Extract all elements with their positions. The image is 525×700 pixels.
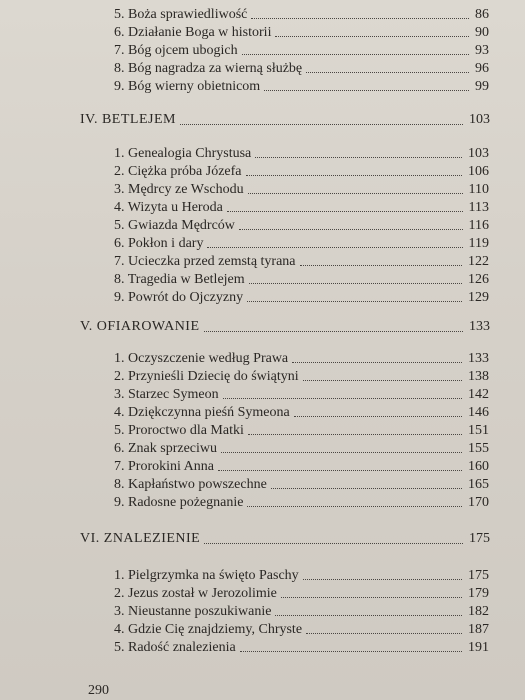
entry-page-number: 187	[468, 622, 489, 637]
entry-title: 1. Genealogia Chrystusa	[114, 146, 252, 161]
section-title: VI. ZNALEZIENIE	[80, 531, 201, 546]
section-heading	[80, 318, 490, 336]
entry-page-number: 96	[475, 61, 489, 76]
entry-page-number: 119	[468, 236, 489, 251]
dot-leader	[292, 362, 462, 363]
dot-leader	[180, 124, 463, 125]
entry-page-number: 116	[468, 218, 489, 233]
entry-page-number: 179	[468, 586, 489, 601]
dot-leader	[306, 633, 462, 634]
entry-title: 5. Gwiazda Mędrców	[114, 218, 235, 233]
toc-entry	[114, 218, 489, 234]
toc-entry	[114, 477, 489, 493]
entry-title: 1. Oczyszczenie według Prawa	[114, 351, 289, 366]
section-page-number: 103	[469, 112, 490, 127]
entry-page-number: 182	[468, 604, 489, 619]
toc-entry	[114, 568, 489, 584]
toc-entry	[114, 495, 489, 511]
entry-page-number: 126	[468, 272, 489, 287]
entry-page-number: 103	[468, 146, 489, 161]
toc-entry	[114, 640, 489, 656]
entry-page-number: 110	[468, 182, 489, 197]
dot-leader	[247, 506, 462, 507]
toc-entry	[114, 272, 489, 288]
toc-entry	[114, 43, 489, 59]
toc-entry	[114, 164, 489, 180]
entry-title: 8. Tragedia w Betlejem	[114, 272, 245, 287]
section-title: V. OFIAROWANIE	[80, 319, 200, 334]
entry-page-number: 170	[468, 495, 489, 510]
toc-entry	[114, 236, 489, 252]
toc-entry	[114, 146, 489, 162]
entry-page-number: 133	[468, 351, 489, 366]
page-number: 290	[88, 683, 109, 698]
entry-title: 8. Kapłaństwo powszechne	[114, 477, 267, 492]
dot-leader	[275, 615, 462, 616]
toc-entry	[114, 423, 489, 439]
entry-title: 6. Pokłon i dary	[114, 236, 204, 251]
dot-leader	[221, 452, 462, 453]
toc-entry	[114, 200, 489, 216]
entry-title: 7. Ucieczka przed zemstą tyrana	[114, 254, 296, 269]
entry-title: 6. Działanie Boga w historii	[114, 25, 272, 40]
toc-entry	[114, 441, 489, 457]
entry-title: 3. Starzec Symeon	[114, 387, 219, 402]
dot-leader	[249, 283, 462, 284]
entry-title: 7. Bóg ojcem ubogich	[114, 43, 238, 58]
dot-leader	[303, 380, 462, 381]
entry-title: 1. Pielgrzymka na święto Paschy	[114, 568, 299, 583]
entry-page-number: 113	[468, 200, 489, 215]
entry-title: 5. Boża sprawiedliwość	[114, 7, 248, 22]
entry-title: 9. Bóg wierny obietnicom	[114, 79, 261, 94]
entry-page-number: 138	[468, 369, 489, 384]
dot-leader	[264, 90, 469, 91]
dot-leader	[255, 157, 462, 158]
toc-entry	[114, 622, 489, 638]
entry-title: 8. Bóg nagradza za wierną służbę	[114, 61, 303, 76]
entry-title: 3. Mędrcy ze Wschodu	[114, 182, 244, 197]
dot-leader	[223, 398, 462, 399]
dot-leader	[207, 247, 463, 248]
entry-page-number: 165	[468, 477, 489, 492]
toc-entry	[114, 254, 489, 270]
entry-title: 2. Ciężka próba Józefa	[114, 164, 242, 179]
dot-leader	[300, 265, 462, 266]
toc-entry	[114, 586, 489, 602]
entry-page-number: 90	[475, 25, 489, 40]
toc-entry	[114, 387, 489, 403]
entry-title: 2. Przynieśli Dziecię do świątyni	[114, 369, 299, 384]
entry-title: 4. Gdzie Cię znajdziemy, Chryste	[114, 622, 303, 637]
section-page-number: 175	[469, 531, 490, 546]
toc-entry	[114, 604, 489, 620]
entry-title: 5. Radość znalezienia	[114, 640, 236, 655]
section-heading	[80, 111, 490, 129]
dot-leader	[303, 579, 462, 580]
toc-entry	[114, 369, 489, 385]
entry-page-number: 151	[468, 423, 489, 438]
dot-leader	[248, 434, 462, 435]
dot-leader	[306, 72, 469, 73]
dot-leader	[240, 651, 462, 652]
dot-leader	[251, 18, 469, 19]
section-title: IV. BETLEJEM	[80, 112, 176, 127]
entry-page-number: 129	[468, 290, 489, 305]
dot-leader	[246, 175, 462, 176]
toc-entry	[114, 290, 489, 306]
toc-entry	[114, 182, 489, 198]
entry-page-number: 142	[468, 387, 489, 402]
section-heading	[80, 530, 490, 548]
entry-page-number: 155	[468, 441, 489, 456]
entry-page-number: 122	[468, 254, 489, 269]
entry-page-number: 146	[468, 405, 489, 420]
entry-title: 6. Znak sprzeciwu	[114, 441, 218, 456]
dot-leader	[281, 597, 462, 598]
entry-title: 5. Proroctwo dla Matki	[114, 423, 244, 438]
toc-entry	[114, 79, 489, 95]
toc-entry	[114, 7, 489, 23]
entry-page-number: 99	[475, 79, 489, 94]
toc-entry	[114, 459, 489, 475]
entry-title: 2. Jezus został w Jerozolimie	[114, 586, 277, 601]
entry-page-number: 86	[475, 7, 489, 22]
toc-entry	[114, 405, 489, 421]
dot-leader	[204, 543, 463, 544]
entry-page-number: 175	[468, 568, 489, 583]
dot-leader	[242, 54, 469, 55]
entry-title: 9. Powrót do Ojczyzny	[114, 290, 244, 305]
toc-entry	[114, 61, 489, 77]
dot-leader	[227, 211, 463, 212]
entry-title: 4. Wizyta u Heroda	[114, 200, 223, 215]
dot-leader	[294, 416, 462, 417]
dot-leader	[239, 229, 463, 230]
entry-page-number: 93	[475, 43, 489, 58]
entry-page-number: 106	[468, 164, 489, 179]
entry-page-number: 191	[468, 640, 489, 655]
entry-title: 7. Prorokini Anna	[114, 459, 214, 474]
entry-title: 4. Dziękczynna pieśń Symeona	[114, 405, 290, 420]
dot-leader	[247, 301, 462, 302]
dot-leader	[271, 488, 462, 489]
entry-title: 3. Nieustanne poszukiwanie	[114, 604, 272, 619]
dot-leader	[204, 331, 463, 332]
entry-title: 9. Radosne pożegnanie	[114, 495, 244, 510]
dot-leader	[248, 193, 463, 194]
toc-entry	[114, 351, 489, 367]
dot-leader	[275, 36, 469, 37]
toc-entry	[114, 25, 489, 41]
section-page-number: 133	[469, 319, 490, 334]
entry-page-number: 160	[468, 459, 489, 474]
dot-leader	[218, 470, 462, 471]
